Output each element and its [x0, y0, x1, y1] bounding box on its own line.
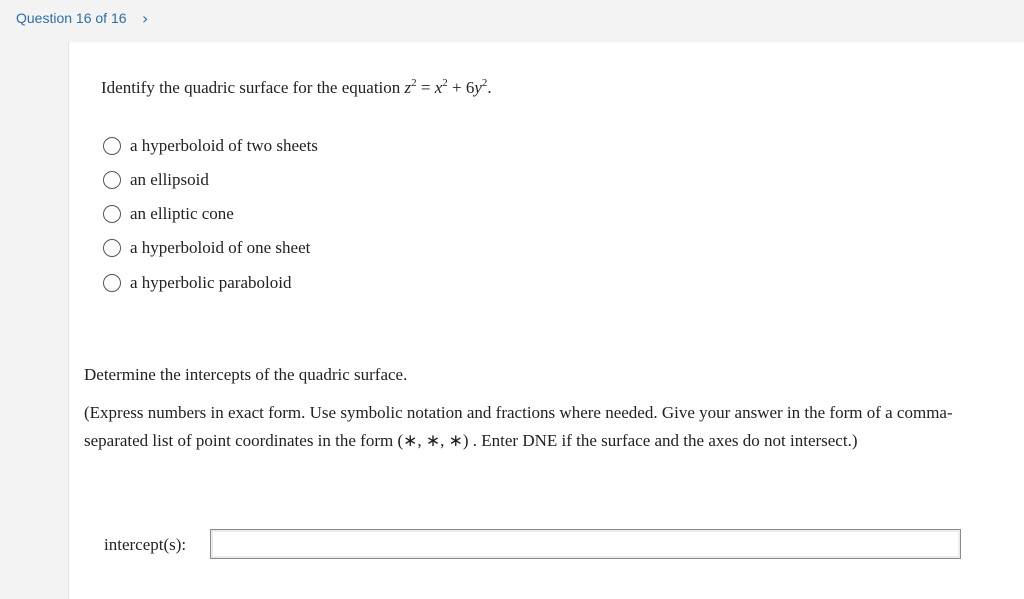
option-hyperbolic-paraboloid[interactable]	[103, 271, 291, 295]
next-question-icon[interactable]: ›	[142, 9, 149, 28]
eq-x: x	[434, 78, 443, 97]
option-label: a hyperbolic paraboloid	[130, 273, 292, 292]
eq-z-exponent: 2	[411, 77, 417, 89]
radio-button[interactable]	[103, 137, 121, 155]
radio-button[interactable]	[103, 239, 121, 257]
eq-y-exponent: 2	[481, 77, 488, 89]
top-bar	[0, 0, 1024, 42]
radio-button[interactable]	[103, 171, 121, 189]
option-label: an ellipsoid	[130, 170, 209, 189]
radio-button[interactable]	[103, 274, 121, 292]
intercepts-question-title: Determine the intercepts of the quadric surface.	[84, 365, 408, 384]
option-label: a hyperboloid of two sheets	[130, 136, 318, 155]
intercepts-input[interactable]	[210, 529, 961, 559]
eq-equals: =	[416, 78, 435, 97]
question-counter: Question 16 of 16	[16, 10, 127, 26]
eq-z: z	[404, 78, 412, 97]
question-panel	[68, 42, 1024, 599]
eq-x-exponent: 2	[442, 77, 448, 89]
eq-plus-coefficient: + 6	[447, 78, 475, 97]
option-label: a hyperboloid of one sheet	[130, 238, 311, 257]
option-ellipsoid[interactable]	[103, 168, 209, 192]
option-hyperboloid-one-sheet[interactable]	[103, 236, 310, 260]
eq-y: y	[474, 78, 482, 97]
intercepts-instructions: (Express numbers in exact form. Use symbolic notation and fractions where needed. Give your answer in the form of a comma-separated list of point coordinates in the form (∗, ∗, ∗) . Enter DNE if the surface and the axes do not intersect.)	[84, 403, 953, 450]
question-prompt	[101, 77, 492, 98]
option-hyperboloid-two-sheets[interactable]	[103, 134, 318, 158]
intercepts-label: intercept(s):	[104, 535, 187, 554]
prompt-text: Identify the quadric surface for the equation	[101, 78, 405, 97]
eq-period: .	[487, 78, 492, 97]
radio-button[interactable]	[103, 205, 121, 223]
option-elliptic-cone[interactable]	[103, 202, 234, 226]
option-label: an elliptic cone	[130, 204, 234, 223]
